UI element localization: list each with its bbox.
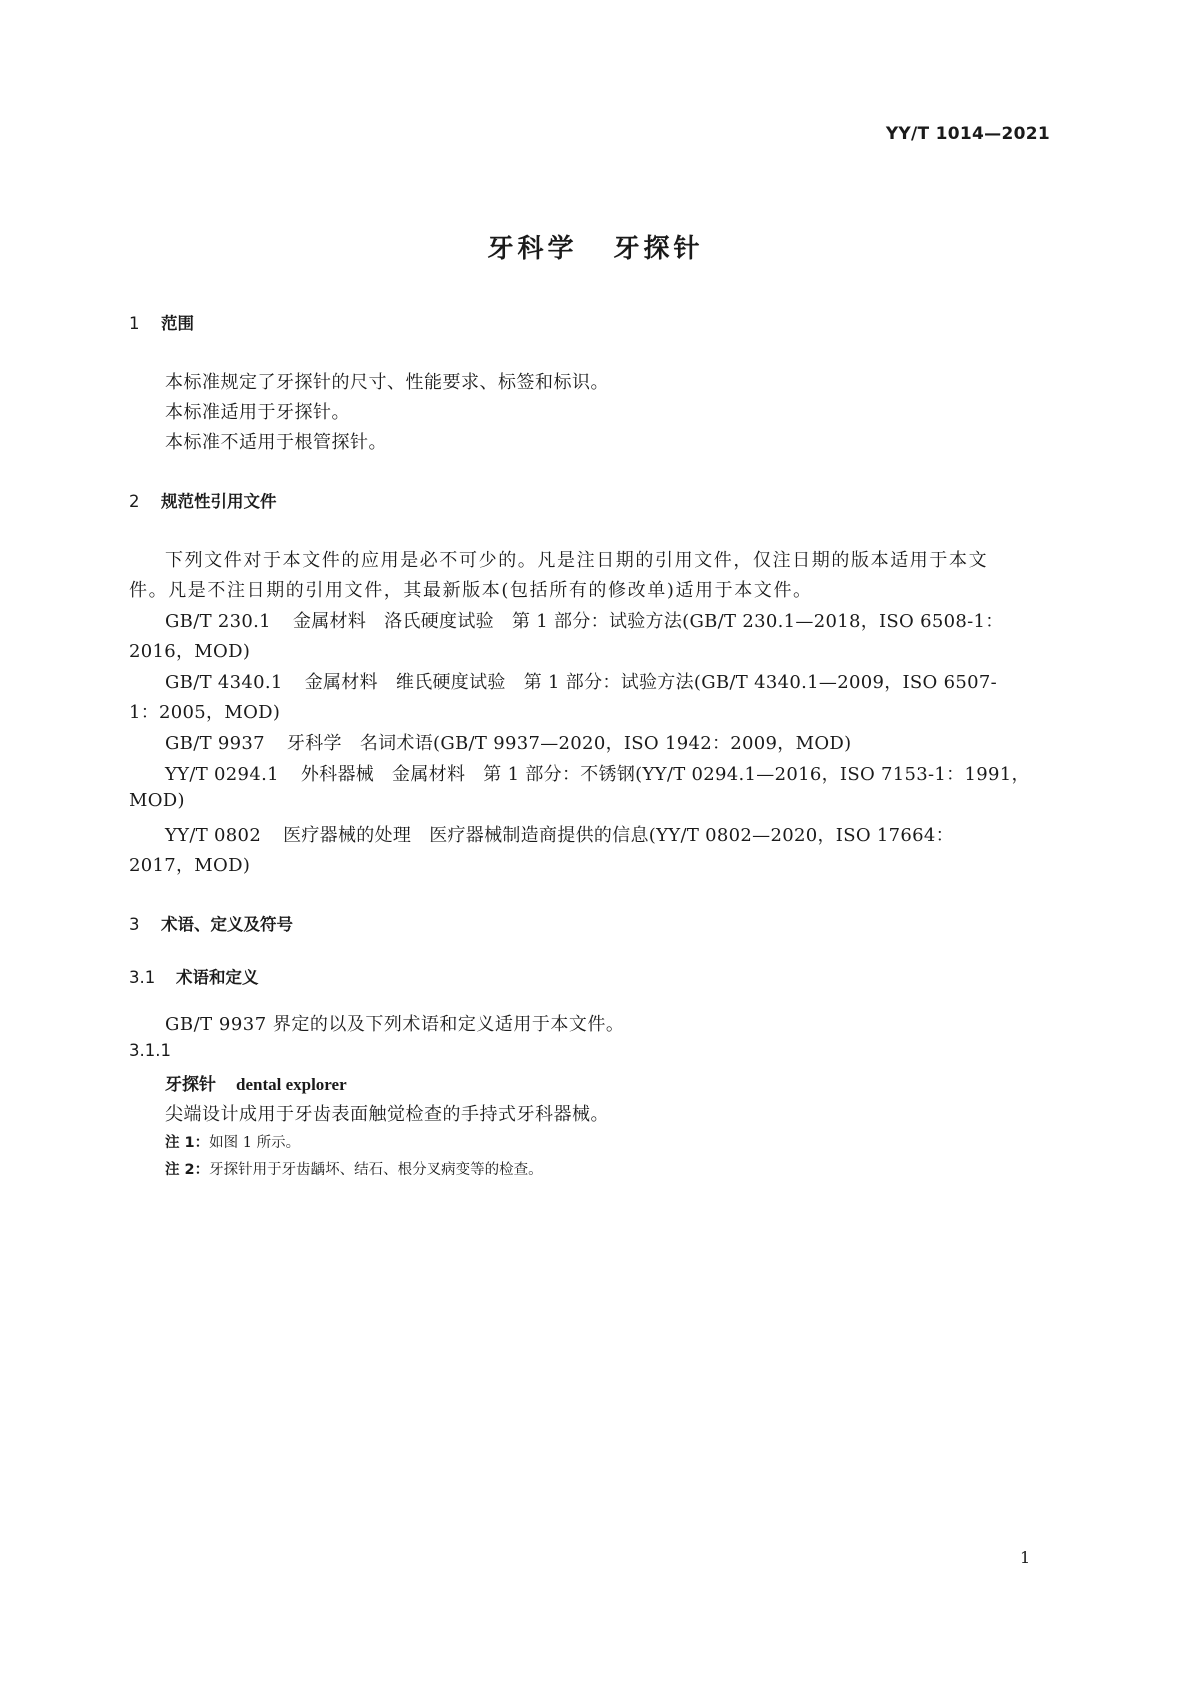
reference-5-line2: 2017，MOD): [129, 855, 251, 876]
section2-intro-line1: 下列文件对于本文件的应用是必不可少的。凡是注日期的引用文件，仅注日期的版本适用于本文: [165, 550, 989, 571]
section3-1-intro: GB/T 9937 界定的以及下列术语和定义适用于本文件。: [165, 1014, 625, 1035]
reference-2: GB/T 4340.1 金属材料 维氏硬度试验 第 1 部分：试验方法(GB/T 4340.1—2009，ISO 6507-: [165, 672, 998, 693]
reference-1-line2: 2016，MOD): [129, 641, 251, 662]
reference-5: YY/T 0802 医疗器械的处理 医疗器械制造商提供的信息(YY/T 0802—2020，ISO 17664：: [165, 825, 954, 846]
reference-2-line2: 1：2005，MOD): [129, 702, 281, 723]
title-part1: 牙科学: [487, 234, 578, 264]
section1-paragraph-3: 本标准不适用于根管探针。: [165, 432, 387, 453]
reference-3: GB/T 9937 牙科学 名词术语(GB/T 9937—2020，ISO 1942：2009，MOD): [165, 733, 852, 754]
reference-4: YY/T 0294.1 外科器械 金属材料 第 1 部分：不锈钢(YY/T 0294.1—2016，ISO 7153-1：1991，: [165, 764, 1030, 785]
section2-heading: 2 规范性引用文件: [129, 492, 277, 511]
term-heading: 牙探针 dental explorer: [165, 1075, 347, 1095]
section3-1-heading: 3.1 术语和定义: [129, 968, 259, 987]
section2-intro-line2: 件。凡是不注日期的引用文件，其最新版本(包括所有的修改单)适用于本文件。: [129, 580, 813, 601]
term-number: 3.1.1: [129, 1041, 171, 1060]
term-definition: 尖端设计成用于牙齿表面触觉检查的手持式牙科器械。: [165, 1104, 609, 1125]
note-1: 注 1：如图 1 所示。: [165, 1135, 301, 1151]
section1-paragraph-2: 本标准适用于牙探针。: [165, 402, 350, 423]
note-2: 注 2：牙探针用于牙齿龋坏、结石、根分叉病变等的检查。: [165, 1162, 543, 1178]
section1-heading: 1 范围: [129, 314, 194, 333]
page-number: 1: [1020, 1548, 1031, 1567]
section1-paragraph-1: 本标准规定了牙探针的尺寸、性能要求、标签和标识。: [165, 372, 609, 393]
section3-heading: 3 术语、定义及符号: [129, 915, 293, 934]
document-title: [0, 228, 1191, 265]
title-part2: 牙探针: [613, 234, 704, 264]
reference-1: GB/T 230.1 金属材料 洛氏硬度试验 第 1 部分：试验方法(GB/T 230.1—2018，ISO 6508-1：: [165, 611, 1004, 632]
reference-4-line2: MOD): [129, 790, 185, 811]
standard-code: YY/T 1014—2021: [885, 124, 1050, 144]
